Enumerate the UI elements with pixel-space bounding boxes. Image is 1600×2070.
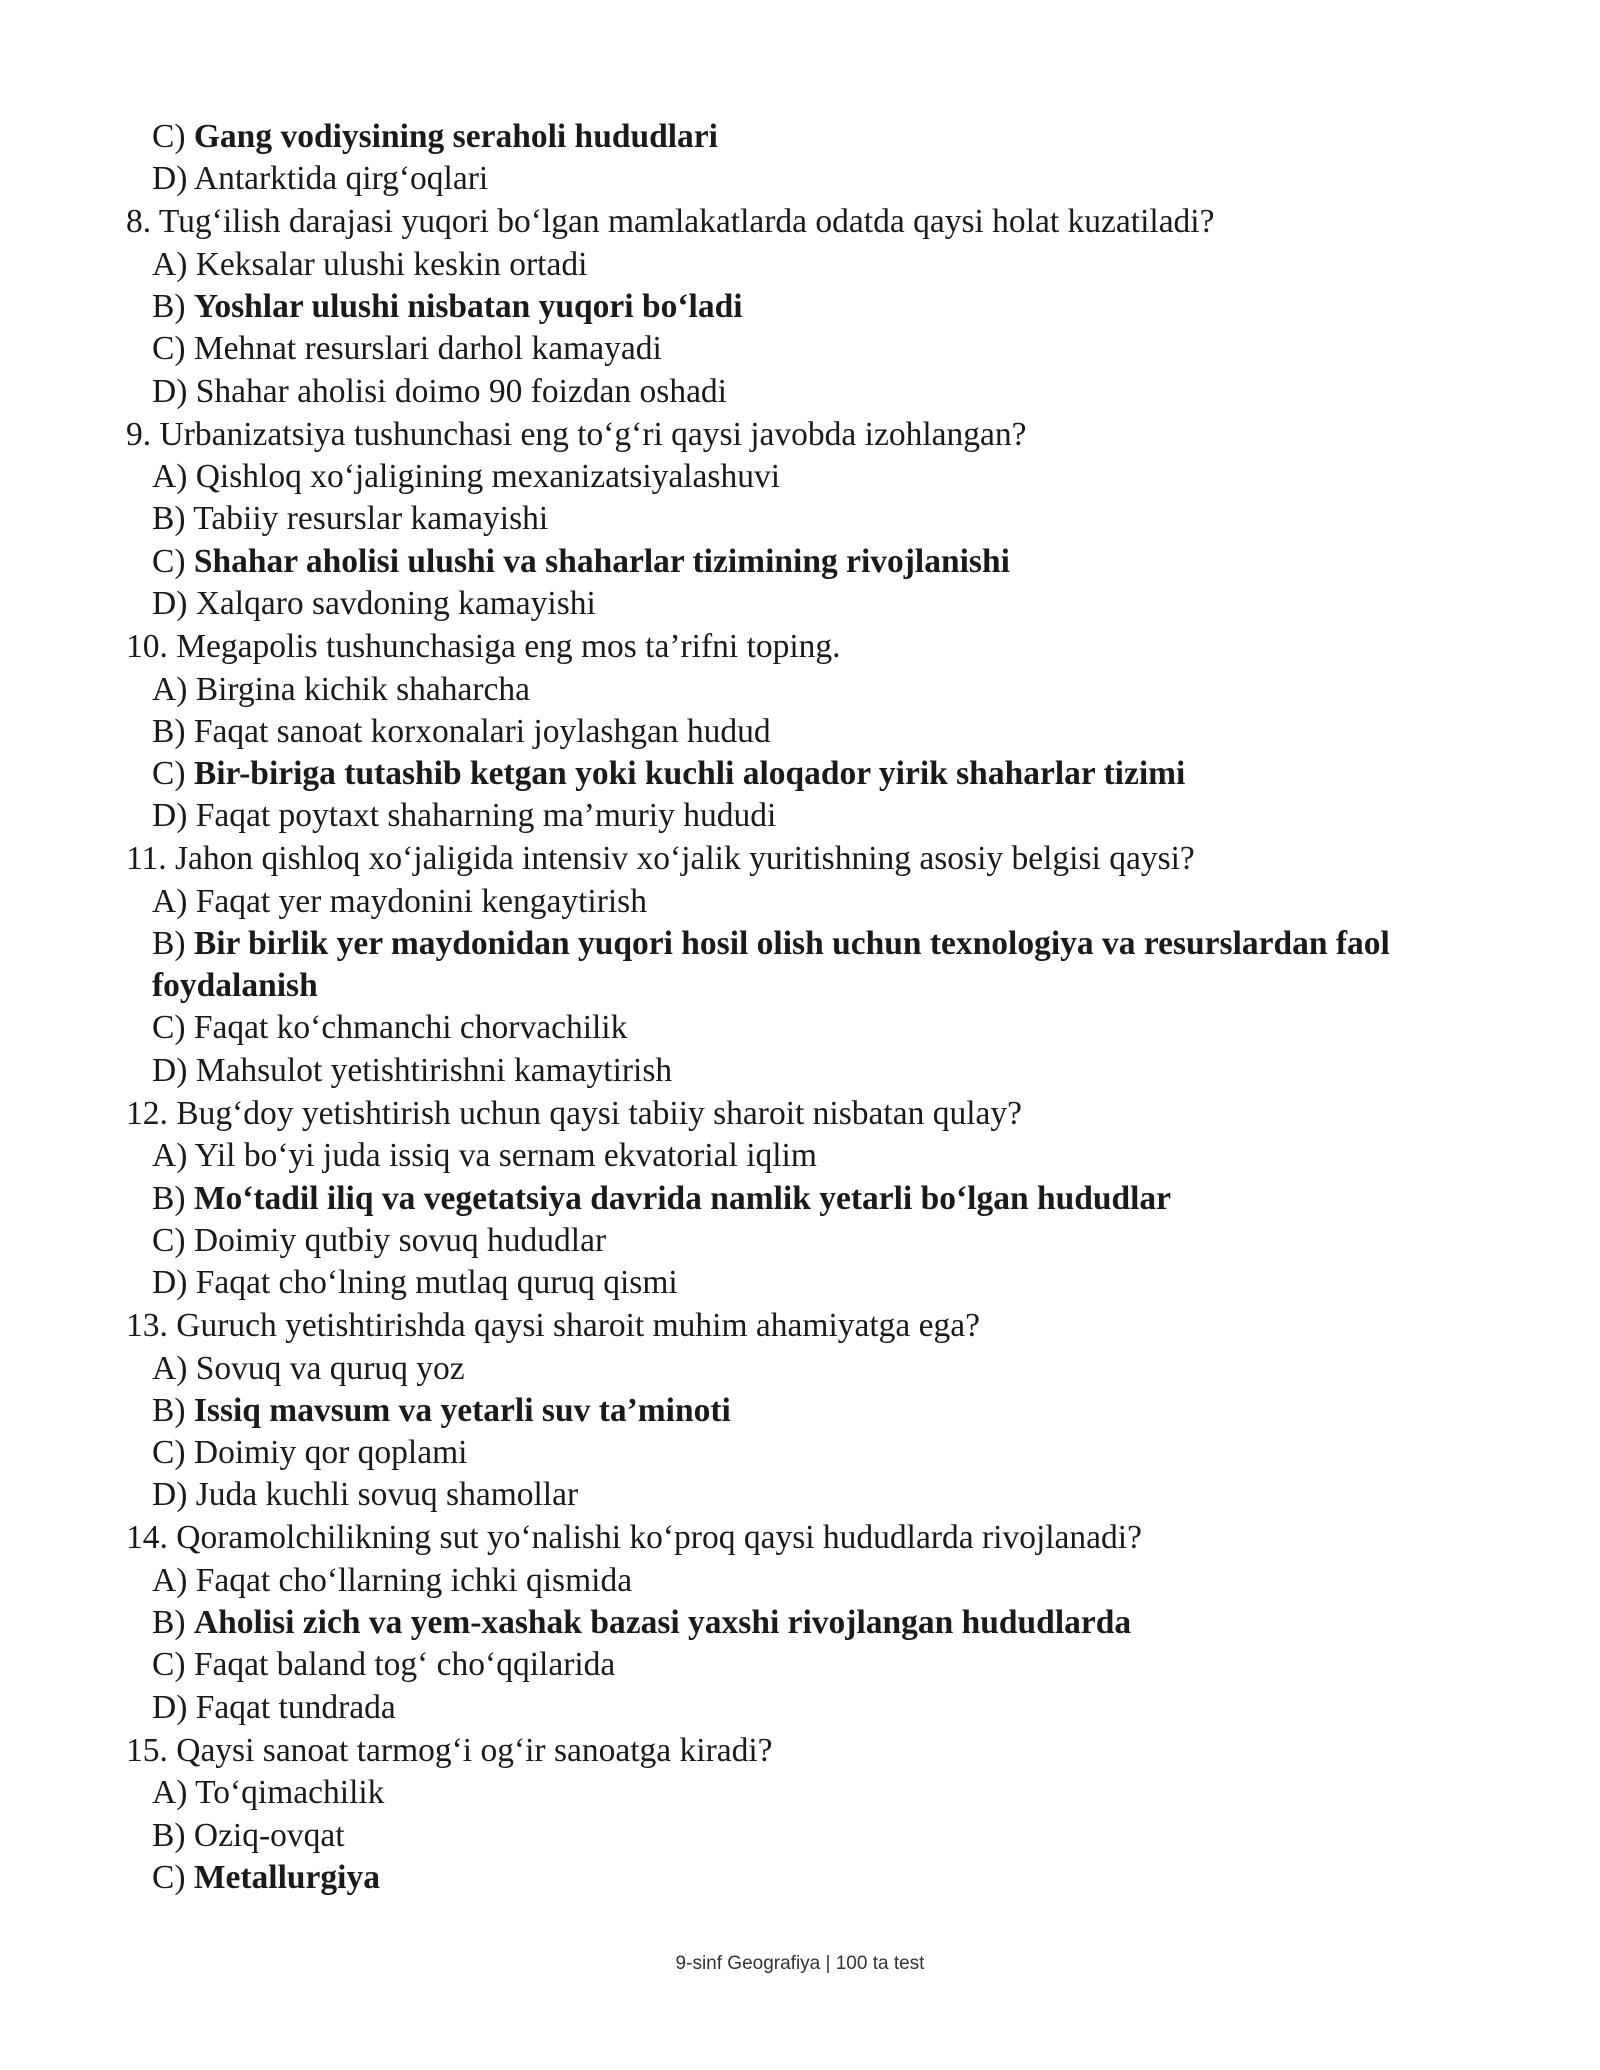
option-text: Shahar aholisi ulushi va shaharlar tizimining rivojlanishi: [193, 542, 1010, 580]
answer-option-correct: [126, 116, 1456, 158]
option-letter: D): [152, 1476, 196, 1514]
option-letter: B): [152, 1816, 194, 1854]
answer-option: [126, 1135, 1456, 1177]
option-letter: C): [152, 118, 194, 155]
option-letter: D): [152, 372, 196, 410]
option-text: Metallurgiya: [193, 1858, 380, 1896]
option-letter: A): [152, 1774, 196, 1812]
test-question-list: [126, 116, 1456, 1899]
answer-option: [126, 1687, 1456, 1729]
answer-option: [126, 711, 1456, 753]
question-text: 11. Jahon qishloq xo‘jaligida intensiv xo‘jalik yuritishning asosiy belgisi qaysi?: [126, 840, 1195, 878]
option-letter: B): [152, 1391, 194, 1429]
option-text: Faqat sanoat korxonalari joylashgan hudud: [193, 712, 771, 750]
answer-option-correct: [126, 1390, 1456, 1432]
option-letter: B): [152, 1179, 194, 1217]
option-letter: A): [152, 1137, 195, 1175]
option-text: Faqat baland tog‘ cho‘qqilarida: [193, 1646, 616, 1684]
option-letter: C): [152, 754, 194, 792]
answer-option: [126, 1644, 1456, 1686]
answer-option: [126, 1474, 1456, 1516]
option-text: Faqat yer maydonini kengaytirish: [195, 882, 647, 920]
option-text: Doimiy qutbiy sovuq hududlar: [193, 1221, 607, 1259]
option-text: Faqat poytaxt shaharning ma’muriy hududi: [195, 797, 777, 835]
option-text: Birgina kichik shaharcha: [195, 670, 531, 708]
option-text: Mahsulot yetishtirishni kamaytirish: [195, 1051, 673, 1089]
option-letter: C): [152, 1434, 194, 1472]
option-text: Oziq-ovqat: [193, 1816, 345, 1854]
answer-option-correct: [126, 923, 1456, 1007]
option-text: Bir-biriga tutashib ketgan yoki kuchli aloqador yirik shaharlar tizimi: [193, 754, 1186, 792]
option-text: Xalqaro savdoning kamayishi: [195, 584, 596, 622]
option-letter: C): [152, 1858, 194, 1896]
option-text: Faqat ko‘chmanchi chorvachilik: [193, 1009, 628, 1047]
option-letter: A): [152, 1561, 196, 1599]
option-letter: A): [152, 1349, 196, 1387]
answer-option: [126, 669, 1456, 711]
question-text: 13. Guruch yetishtirishda qaysi sharoit muhim ahamiyatga ega?: [126, 1307, 981, 1345]
answer-option: [126, 1432, 1456, 1474]
option-text: Faqat tundrada: [195, 1688, 396, 1726]
option-text: Tabiiy resurslar kamayishi: [193, 500, 549, 538]
option-letter: B): [152, 288, 194, 326]
answer-option: [126, 456, 1456, 498]
answer-option: [126, 881, 1456, 923]
option-letter: D): [152, 797, 196, 835]
option-letter: D): [152, 1688, 196, 1726]
answer-option: [126, 583, 1456, 625]
option-letter: D): [152, 160, 194, 198]
option-letter: A): [152, 670, 196, 708]
answer-option: [126, 1007, 1456, 1049]
option-letter: C): [152, 330, 194, 368]
option-letter: A): [152, 882, 196, 920]
option-text: Sovuq va quruq yoz: [195, 1349, 465, 1387]
answer-option: [126, 1348, 1456, 1390]
answer-option: [126, 498, 1456, 540]
option-text: Antarktida qirg‘oqlari: [193, 160, 489, 198]
option-letter: C): [152, 542, 194, 580]
option-letter: A): [152, 458, 196, 496]
option-letter: D): [152, 584, 196, 622]
answer-option: [126, 1560, 1456, 1602]
answer-option: [126, 1815, 1456, 1857]
option-text: Bir birlik yer maydonidan yuqori hosil olish uchun texnologiya va resurslardan faol foydalanish: [152, 925, 1390, 1005]
question-text: 10. Megapolis tushunchasiga eng mos ta’rifni toping.: [126, 628, 841, 666]
option-letter: A): [152, 245, 196, 283]
option-text: Juda kuchli sovuq shamollar: [195, 1476, 579, 1514]
option-letter: D): [152, 1051, 196, 1089]
page-footer: 9-sinf Geografiya | 100 ta test: [675, 1953, 925, 1974]
option-text: Mo‘tadil iliq va vegetatsiya davrida namlik yetarli bo‘lgan hududlar: [193, 1179, 1172, 1217]
answer-option: [126, 795, 1456, 837]
answer-option: [126, 371, 1456, 413]
answer-option: [126, 1772, 1456, 1814]
answer-option: [126, 244, 1456, 286]
option-letter: B): [152, 1604, 194, 1642]
option-text: Aholisi zich va yem-xashak bazasi yaxshi rivojlangan hududlarda: [193, 1604, 1132, 1642]
answer-option-correct: [126, 1602, 1456, 1644]
answer-option-correct: [126, 1857, 1456, 1899]
answer-option: [126, 1220, 1456, 1262]
option-text: Mehnat resurslari darhol kamayadi: [193, 330, 662, 368]
answer-option-correct: [126, 1178, 1456, 1220]
option-text: Faqat cho‘lning mutlaq quruq qismi: [195, 1263, 678, 1301]
question-text: 12. Bug‘doy yetishtirish uchun qaysi tabiiy sharoit nisbatan qulay?: [126, 1094, 1022, 1132]
option-letter: B): [152, 712, 194, 750]
option-text: Faqat cho‘llarning ichki qismida: [195, 1561, 633, 1599]
option-text: Qishloq xo‘jaligining mexanizatsiyalashuvi: [195, 458, 781, 496]
option-letter: C): [152, 1221, 194, 1259]
answer-option-correct: [126, 753, 1456, 795]
answer-option-correct: [126, 286, 1456, 328]
option-text: Issiq mavsum va yetarli suv ta’minoti: [193, 1391, 731, 1429]
answer-option: [126, 1262, 1456, 1304]
option-text: To‘qimachilik: [195, 1774, 385, 1812]
question-text: 15. Qaysi sanoat tarmog‘i og‘ir sanoatga kiradi?: [126, 1731, 773, 1769]
option-letter: C): [152, 1646, 194, 1684]
answer-option: [126, 158, 1456, 200]
option-letter: D): [152, 1263, 196, 1301]
option-text: Doimiy qor qoplami: [193, 1434, 468, 1472]
answer-option: [126, 328, 1456, 370]
option-text: Gang vodiysining seraholi hududlari: [193, 118, 718, 155]
answer-option: [126, 1050, 1456, 1092]
option-text: Yil bo‘yi juda issiq va sernam ekvatorial iqlim: [194, 1137, 817, 1175]
question-text: 8. Tug‘ilish darajasi yuqori bo‘lgan mamlakatlarda odatda qaysi holat kuzatiladi?: [126, 203, 1215, 241]
option-letter: B): [152, 500, 194, 538]
option-letter: B): [152, 925, 194, 963]
option-text: Shahar aholisi doimo 90 foizdan oshadi: [195, 372, 727, 410]
option-text: Yoshlar ulushi nisbatan yuqori bo‘ladi: [193, 288, 743, 326]
answer-option-correct: [126, 541, 1456, 583]
option-letter: C): [152, 1009, 194, 1047]
question-text: 9. Urbanizatsiya tushunchasi eng to‘g‘ri qaysi javobda izohlangan?: [126, 415, 1027, 453]
question-text: 14. Qoramolchilikning sut yo‘nalishi ko‘proq qaysi hududlarda rivojlanadi?: [126, 1519, 1142, 1557]
option-text: Keksalar ulushi keskin ortadi: [195, 245, 588, 283]
